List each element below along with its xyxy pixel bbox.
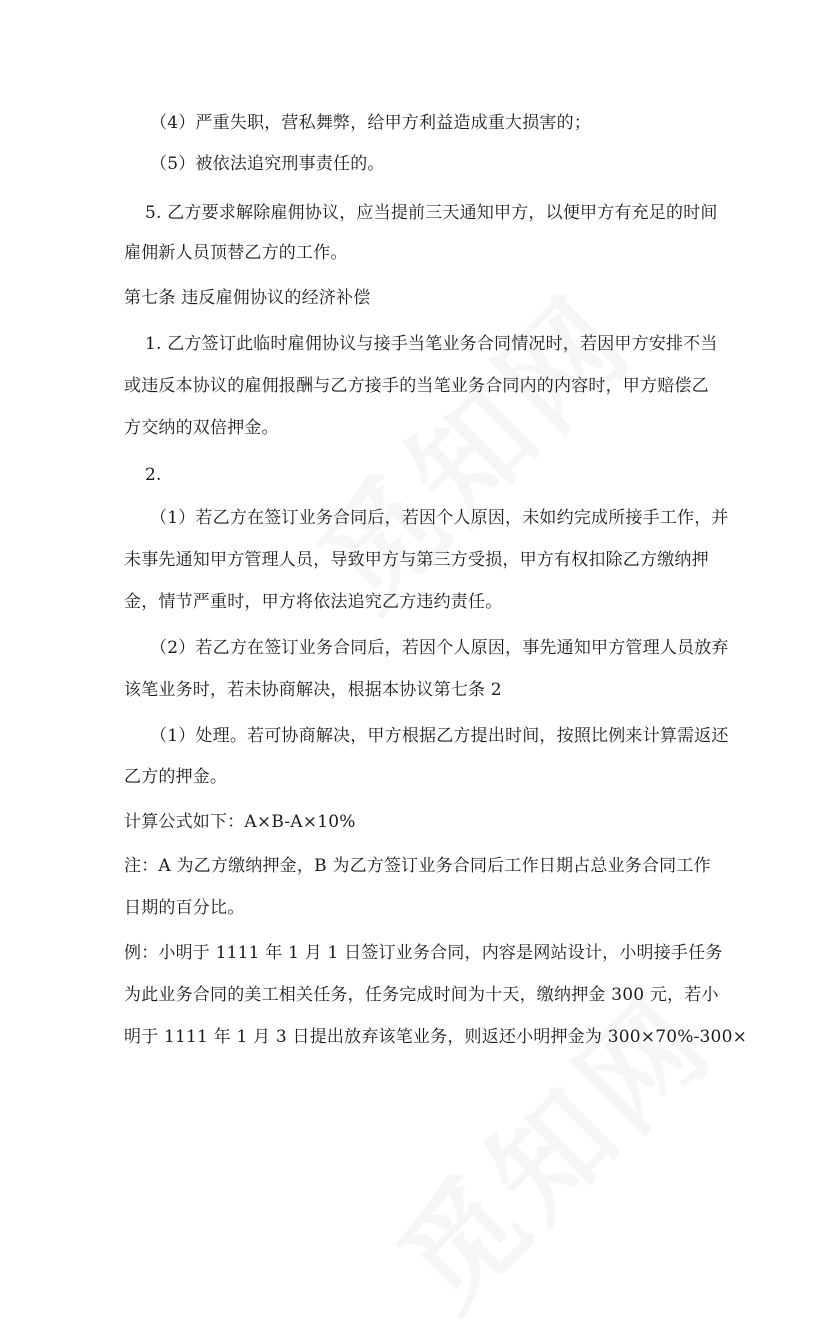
example-line: 例：小明于 1111 年 1 月 1 日签订业务合同，内容是网站设计，小明接手任务 [124,943,723,963]
watermark [275,251,663,639]
paragraph-line: 乙方的押金。 [124,767,228,787]
watermark [355,951,743,1339]
paragraph-line: 该笔业务时，若未协商解决，根据本协议第七条 2 [124,680,502,700]
section-heading-article-7: 第七条 违反雇佣协议的经济补偿 [124,288,371,308]
paragraph-line-clause-1: 1. 乙方签订此临时雇佣协议与接手当笔业务合同情况时，若因甲方安排不当 [145,334,718,354]
paragraph-line-subitem-2: （2）若乙方在签订业务合同后，若因个人原因，事先通知甲方管理人员放弃 [150,638,729,658]
example-line: 明于 1111 年 1 月 3 日提出放弃该笔业务，则返还小明押金为 300×70%-300× [124,1027,748,1047]
paragraph-line-subitem-1: （1）若乙方在签订业务合同后，若因个人原因，未如约完成所接手工作，并 [150,508,729,528]
paragraph-line: 方交纳的双倍押金。 [124,418,279,438]
paragraph-line-subitem-1: （1）处理。若可协商解决，甲方根据乙方提出时间，按照比例来计算需返还 [150,726,729,746]
paragraph-line-clause-5: 5. 乙方要求解除雇佣协议，应当提前三天通知甲方，以便甲方有充足的时间 [145,203,718,223]
paragraph-line: 金，情节严重时，甲方将依法追究乙方违约责任。 [124,592,503,612]
paragraph-line: 雇佣新人员顶替乙方的工作。 [124,243,348,263]
paragraph-line: 或违反本协议的雇佣报酬与乙方接手的当笔业务合同内的内容时，甲方赔偿乙 [124,376,709,396]
paragraph-line-item-4: （4）严重失职，营私舞弊，给甲方利益造成重大损害的； [150,113,592,133]
paragraph-line-item-5: （5）被依法追究刑事责任的。 [150,154,385,174]
note-line: 注：A 为乙方缴纳押金，B 为乙方签订业务合同后工作日期占总业务合同工作 [124,856,711,876]
formula-line: 计算公式如下：A×B-A×10% [124,812,356,832]
example-line: 为此业务合同的美工相关任务，任务完成时间为十天，缴纳押金 300 元，若小 [124,985,719,1005]
paragraph-line-clause-2: 2. [145,465,162,485]
paragraph-line: 未事先通知甲方管理人员，导致甲方与第三方受损，甲方有权扣除乙方缴纳押 [124,550,709,570]
note-line: 日期的百分比。 [124,898,245,918]
